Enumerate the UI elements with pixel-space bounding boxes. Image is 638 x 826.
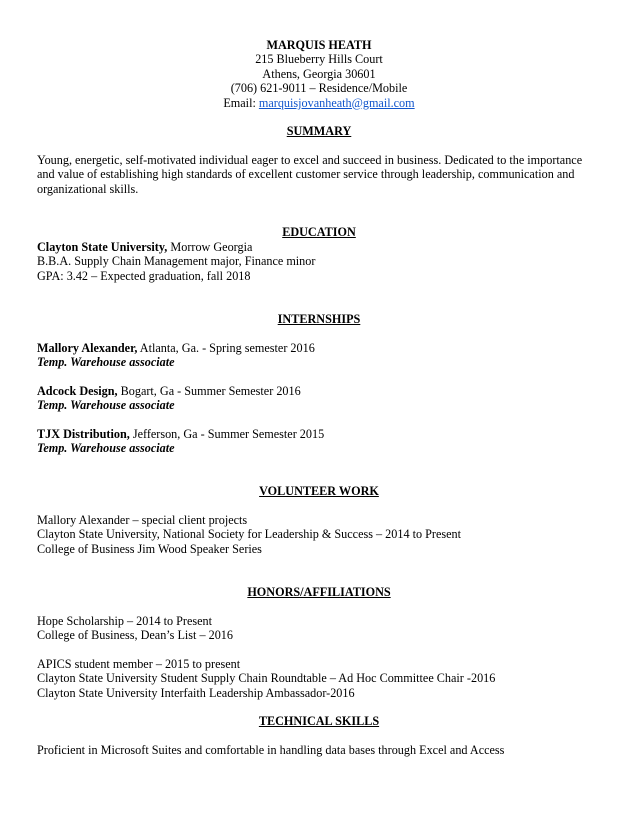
candidate-name: MARQUIS HEATH — [266, 38, 372, 52]
volunteer-heading: VOLUNTEER WORK — [259, 484, 379, 498]
honors-heading: HONORS/AFFILIATIONS — [247, 585, 391, 599]
email-line — [37, 96, 601, 110]
affiliations-group — [37, 657, 601, 700]
internship-company: Adcock Design, — [37, 384, 118, 398]
internship-company: Mallory Alexander, — [37, 341, 138, 355]
skills-heading: TECHNICAL SKILLS — [258, 714, 380, 728]
internships-heading: INTERNSHIPS — [277, 312, 361, 326]
school-name: Clayton State University, — [37, 240, 168, 254]
internship-detail: Jefferson, Ga - Summer Semester 2015 — [129, 427, 325, 441]
affiliation-item: APICS student member – 2015 to present — [37, 657, 241, 671]
school-line — [37, 240, 601, 254]
internship-role: Temp. Warehouse associate — [37, 398, 175, 413]
volunteer-item: Mallory Alexander – special client projects — [37, 513, 248, 527]
gpa-line: GPA: 3.42 – Expected graduation, fall 2018 — [37, 268, 251, 283]
phone-number: (706) 621-9011 – Residence/Mobile — [230, 81, 408, 96]
internship-item — [37, 384, 601, 413]
degree-line: B.B.A. Supply Chain Management major, Finance minor — [37, 254, 316, 269]
city-state-zip: Athens, Georgia 30601 — [262, 66, 376, 81]
honor-item: Hope Scholarship – 2014 to Present — [37, 614, 213, 628]
internship-item — [37, 341, 601, 370]
education-block — [37, 240, 601, 283]
resume-header — [37, 38, 601, 110]
school-location: Morrow Georgia — [167, 240, 253, 254]
summary-text: Young, energetic, self-motivated individual eager to excel and succeed in business. Dedicated to the importance and value of establishing high standards of excellent customer service through leadership, communication and organizational skills. — [37, 153, 583, 196]
skills-text: Proficient in Microsoft Suites and comfortable in handling data bases through Excel and Access — [37, 743, 505, 757]
internship-line — [37, 384, 601, 398]
volunteer-item: Clayton State University, National Society for Leadership & Success – 2014 to Present — [37, 527, 461, 542]
internship-detail: Bogart, Ga - Summer Semester 2016 — [117, 384, 301, 398]
street-address: 215 Blueberry Hills Court — [255, 52, 383, 67]
internship-item — [37, 427, 601, 456]
internship-company: TJX Distribution, — [37, 427, 130, 441]
email-link[interactable]: marquisjovanheath@gmail.com — [258, 95, 415, 110]
honors-group — [37, 614, 601, 643]
summary-heading: SUMMARY — [286, 124, 352, 138]
internship-line — [37, 427, 601, 441]
affiliation-item: Clayton State University Student Supply Chain Roundtable – Ad Hoc Committee Chair -2016 — [37, 671, 496, 686]
volunteer-list — [37, 513, 601, 556]
internship-role: Temp. Warehouse associate — [37, 441, 175, 456]
internship-line — [37, 341, 601, 355]
internship-detail: Atlanta, Ga. - Spring semester 2016 — [137, 341, 315, 355]
email-label: Email: — [223, 95, 259, 110]
internship-role: Temp. Warehouse associate — [37, 355, 175, 370]
education-heading: EDUCATION — [282, 225, 356, 239]
honor-item: College of Business, Dean’s List – 2016 — [37, 628, 233, 643]
affiliation-item: Clayton State University Interfaith Leadership Ambassador-2016 — [37, 685, 355, 700]
volunteer-item: College of Business Jim Wood Speaker Series — [37, 541, 262, 556]
